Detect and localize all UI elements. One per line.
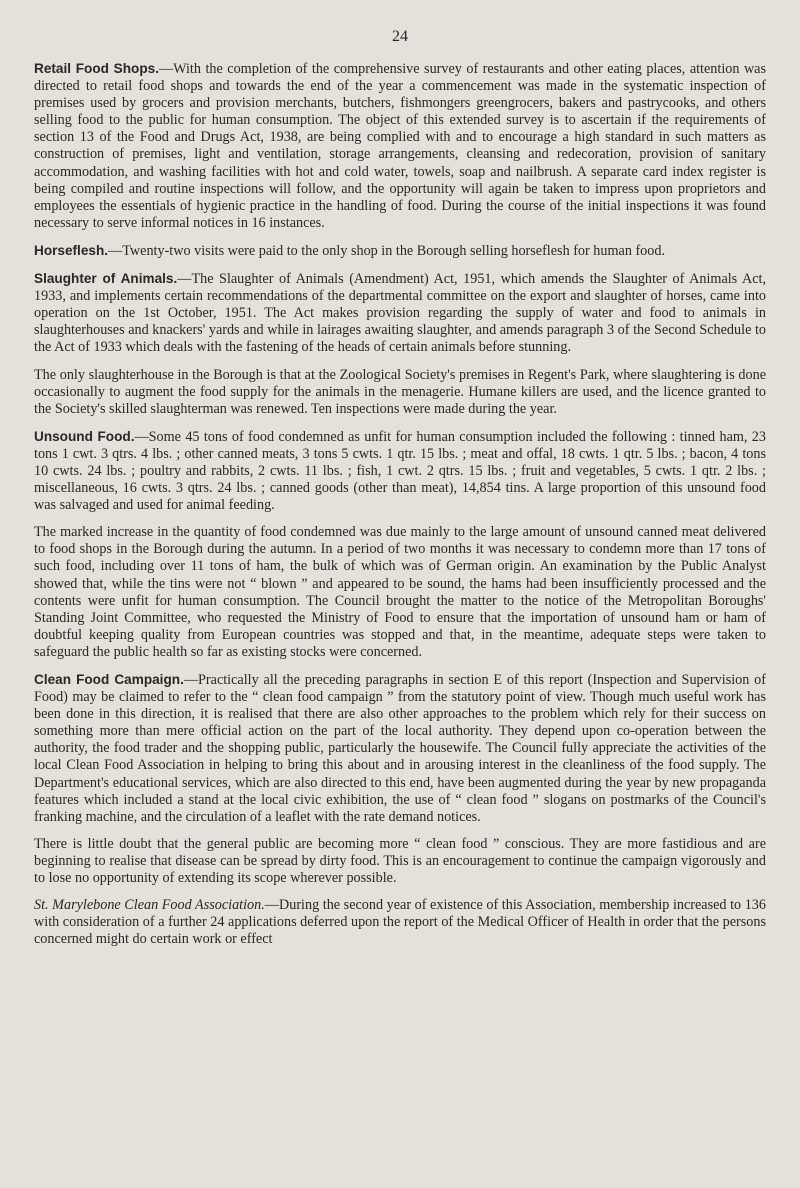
paragraph-slaughter-of-animals [34, 270, 766, 356]
paragraph-clean-food-association [34, 897, 766, 948]
paragraph-condemned-increase [34, 524, 766, 661]
paragraph-slaughterhouse [34, 367, 766, 418]
paragraph-horseflesh [34, 242, 766, 260]
page-number: 24 [392, 28, 408, 45]
paragraph-public-awareness [34, 836, 766, 887]
heading-slaughter-of-animals: Slaughter of Animals. [34, 271, 178, 287]
text-unsound-food: —Some 45 tons of food condemned as unfit for human consumption included the following : tinned ham, 23 tons 1 cwt. 3 qtrs. 4 lbs. ; other canned meats, 3 tons 5 cwts. 1 qtr. 15 lbs. ; meat and offal, 18 cwts. 1 qtr. 5 lbs. ; bacon, 4 tons 10 cwts. 24 lbs. ; poultry and rabbits, 2 cwts. 11 lbs. ; fish, 1 cwt. 2 qtrs. 15 lbs. ; fruit and vegetables, 5 cwts. 1 qtr. 2 lbs. ; miscellaneous, 16 cwts. 3 qtrs. 24 lbs. ; canned goods (other than meat), 14,854 tins. A large proportion of this unsound food was salvaged and used for animal feeding. [34, 428, 766, 514]
heading-clean-food-campaign: Clean Food Campaign. [34, 672, 184, 687]
heading-clean-food-association: St. Marylebone Clean Food Association. [34, 897, 265, 914]
heading-retail-food-shops: Retail Food Shops. [34, 61, 159, 76]
paragraph-unsound-food [34, 428, 766, 514]
text-horseflesh: —Twenty-two visits were paid to the only shop in the Borough selling horseflesh for human food. [108, 242, 666, 259]
text-clean-food-association: —During the second year of existence of this Association, membership increased to 136 with consideration of a further 24 applications deferred upon the report of the Medical Officer of Health in order that the persons concerned might do certain work or effect [34, 897, 766, 948]
paragraph-retail-food-shops [34, 60, 766, 232]
text-slaughter-of-animals: —The Slaughter of Animals (Amendment) Act, 1951, which amends the Slaughter of Animals Act, 1933, and implements certain recommendations of the departmental committee on the export and slaughter of horses, came into operation on the 1st October, 1951. The Act makes provision regarding the supply of water and food to animals in slaughterhouses and knackers' yards and while in lairages awaiting slaughter, and amends paragraph 3 of the Second Schedule to the Act of 1933 which deals with the fastening of the heads of certain animals before stunning. [34, 271, 767, 356]
text-retail-food-shops: —With the completion of the comprehensive survey of restaurants and other eating places, attention was directed to retail food shops and towards the end of the year a commencement was made in the systematic inspection of premises used by grocers and provision merchants, butchers, fishmongers greengrocers, bakers and pastrycooks, and others selling food to the public for human consumption. The object of this extended survey is to ascertain if the requirements of section 13 of the Food and Drugs Act, 1938, are being complied with and to encourage a high standard in such matters as construction of premises, light and ventilation, storage arrangements, cleansing and redecoration, provision of sanitary accommodation, and washing facilities with hot and cold water, towels, soap and nailbrush. A separate card index register is being compiled and routine inspections will follow, and the opportunity will again be taken to impress upon proprietors and employees the essentials of hygienic practice in the handling of food. During the course of the initial inspections it was found necessary to serve informal notices in 16 instances. [34, 61, 767, 231]
text-clean-food-campaign: —Practically all the preceding paragraphs in section E of this report (Inspection and Supervision of Food) may be claimed to refer to the “ clean food campaign ” from the statutory point of view. Though much useful work has been done in this direction, it is realised that there are also other approaches to the problem which rely for their success on something more than mere official action on the part of the local authority. They depend upon co-operation between the authority, the food trader and the shopping public, particularly the housewife. The Council fully appreciate the activities of the local Clean Food Association in helping to bring this about and in arousing interest in the cleanliness of the food supply. The Department's educational services, which are also directed to this end, have been augmented during the year by new propaganda features which included a stand at the local civic exhibition, the use of “ clean food ” slogans on postmarks of the Council's franking machine, and the circulation of a leaflet with the rate demand notices. [34, 672, 766, 825]
heading-unsound-food: Unsound Food. [34, 428, 135, 444]
text-public-awareness: There is little doubt that the general public are becoming more “ clean food ” conscious. They are more fastidious and are beginning to realise that disease can be spread by dirty food. This is an encouragement to continue the campaign vigorously and to lose no opportunity of extending its scope wherever possible. [34, 835, 766, 887]
paragraph-clean-food-campaign [34, 671, 766, 826]
text-slaughterhouse: The only slaughterhouse in the Borough is that at the Zoological Society's premises in Regent's Park, where slaughtering is done occasionally to augment the food supply for the animals in the menagerie. Humane killers are used, and the licence granted to the Society's skilled slaughterman was renewed. Ten inspections were made during the year. [34, 366, 766, 417]
heading-horseflesh: Horseflesh. [34, 242, 109, 258]
text-condemned-increase: The marked increase in the quantity of food condemned was due mainly to the large amount of unsound canned meat delivered to food shops in the Borough during the autumn. In a period of two months it was necessary to condemn more than 17 tons of such food, including over 11 tons of ham, the bulk of which was of German origin. An examination by the Public Analyst showed that, while the tins were not “ blown ” and appeared to be sound, the hams had been insufficiently processed and the contents were unfit for human consumption. The Council brought the matter to the notice of the Metropolitan Boroughs' Standing Joint Committee, who requested the Ministry of Food to ensure that the importation of unsound ham or ham of doubtful keeping quality from European countries was stopped and that, in the meantime, adequate steps were taken to safeguard the public health so far as existing stocks were concerned. [34, 524, 766, 660]
